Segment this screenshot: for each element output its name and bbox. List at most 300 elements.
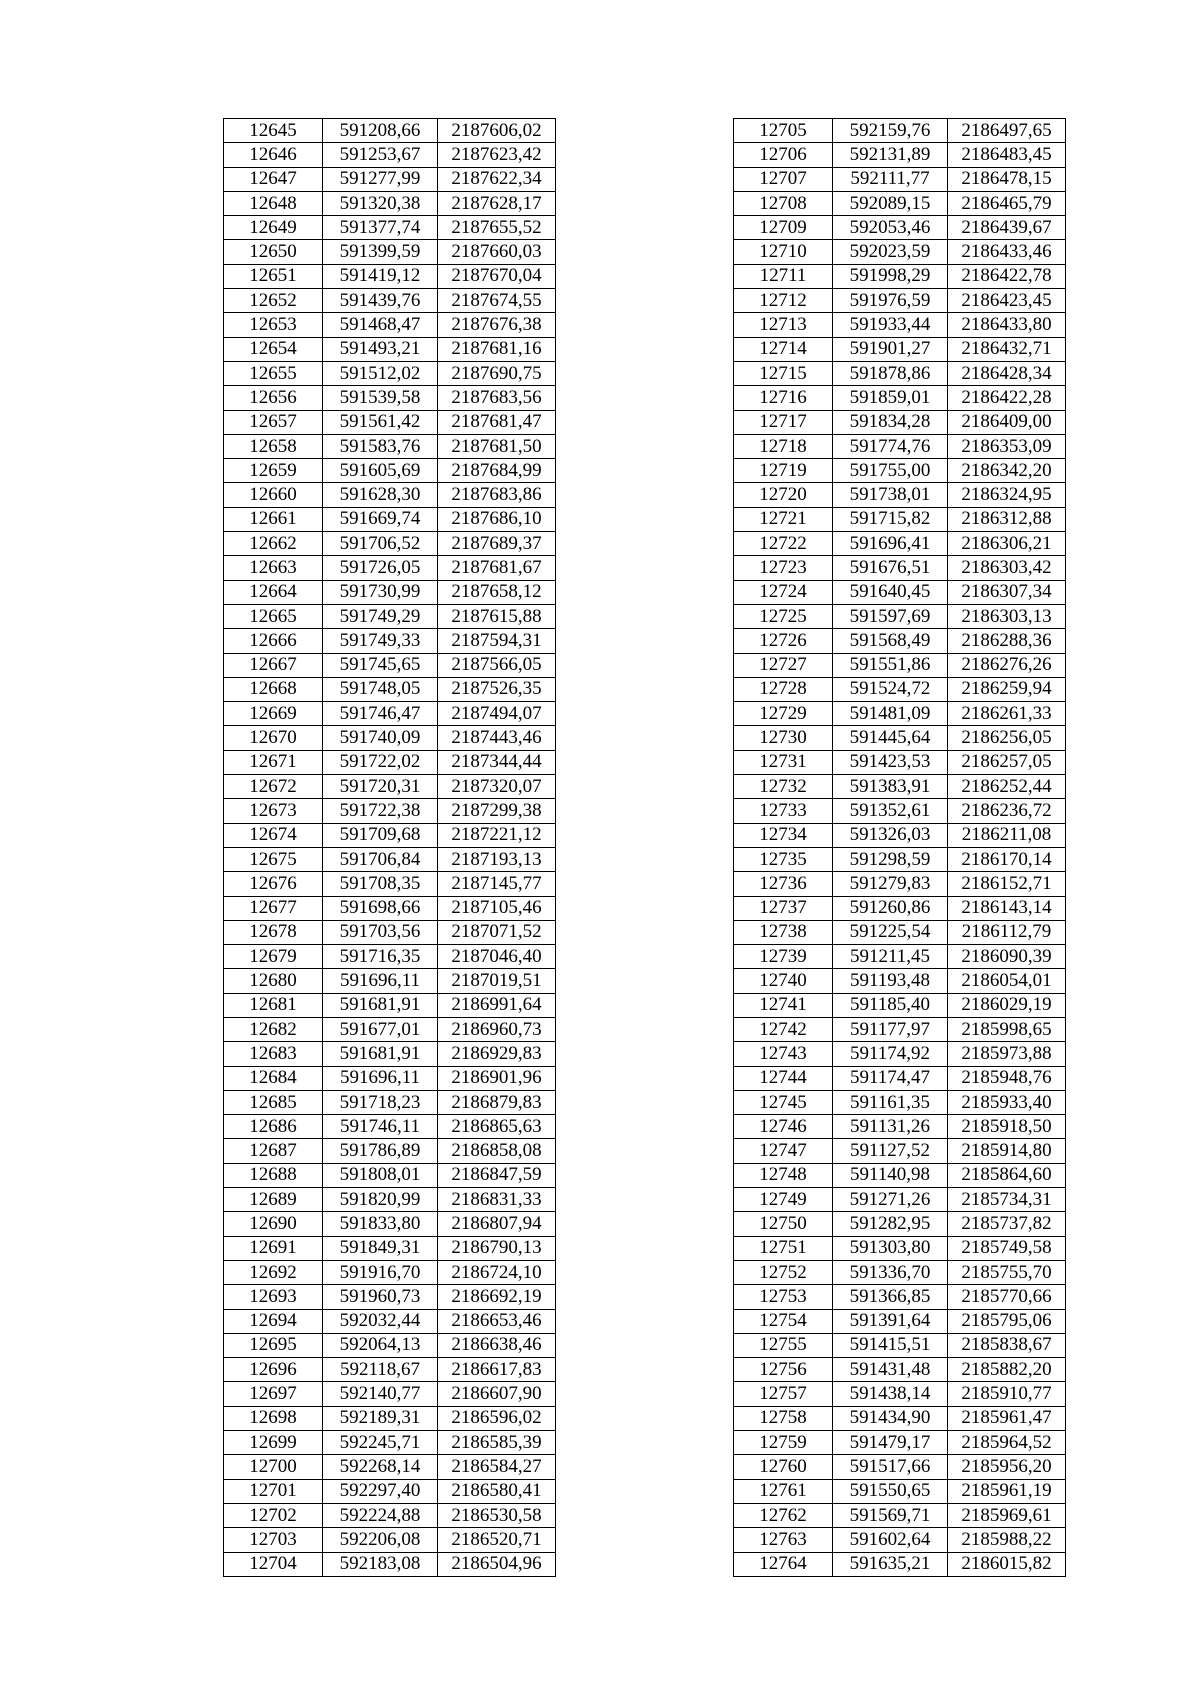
point-number-cell: 12751 — [734, 1236, 833, 1260]
y-coordinate-cell: 2186724,10 — [438, 1260, 556, 1284]
point-number-cell: 12645 — [224, 119, 323, 143]
y-coordinate-cell: 2186312,88 — [948, 507, 1066, 531]
point-number-cell: 12749 — [734, 1188, 833, 1212]
y-coordinate-cell: 2186653,46 — [438, 1309, 556, 1333]
x-coordinate-cell: 591749,33 — [323, 629, 438, 653]
x-coordinate-cell: 591439,76 — [323, 289, 438, 313]
y-coordinate-cell: 2186261,33 — [948, 702, 1066, 726]
y-coordinate-cell: 2186432,71 — [948, 337, 1066, 361]
y-coordinate-cell: 2187071,52 — [438, 920, 556, 944]
x-coordinate-cell: 591709,68 — [323, 823, 438, 847]
point-number-cell: 12762 — [734, 1503, 833, 1527]
table-row — [224, 1431, 556, 1455]
x-coordinate-cell: 591279,83 — [833, 872, 948, 896]
y-coordinate-cell: 2186831,33 — [438, 1188, 556, 1212]
point-number-cell: 12759 — [734, 1431, 833, 1455]
point-number-cell: 12660 — [224, 483, 323, 507]
table-row — [734, 1163, 1066, 1187]
table-row — [734, 1528, 1066, 1552]
y-coordinate-cell: 2187681,67 — [438, 556, 556, 580]
x-coordinate-cell: 591748,05 — [323, 677, 438, 701]
y-coordinate-cell: 2185918,50 — [948, 1115, 1066, 1139]
point-number-cell: 12741 — [734, 993, 833, 1017]
point-number-cell: 12651 — [224, 264, 323, 288]
x-coordinate-cell: 591174,47 — [833, 1066, 948, 1090]
x-coordinate-cell: 591715,82 — [833, 507, 948, 531]
table-row — [224, 313, 556, 337]
x-coordinate-cell: 591722,38 — [323, 799, 438, 823]
table-row — [734, 653, 1066, 677]
x-coordinate-cell: 591561,42 — [323, 410, 438, 434]
x-coordinate-cell: 591708,35 — [323, 872, 438, 896]
table-row — [734, 1090, 1066, 1114]
point-number-cell: 12669 — [224, 702, 323, 726]
coordinates-table-left — [223, 118, 556, 1577]
y-coordinate-cell: 2186143,14 — [948, 896, 1066, 920]
point-number-cell: 12650 — [224, 240, 323, 264]
point-number-cell: 12687 — [224, 1139, 323, 1163]
y-coordinate-cell: 2185882,20 — [948, 1358, 1066, 1382]
y-coordinate-cell: 2186439,67 — [948, 216, 1066, 240]
x-coordinate-cell: 591834,28 — [833, 410, 948, 434]
y-coordinate-cell: 2187660,03 — [438, 240, 556, 264]
x-coordinate-cell: 591383,91 — [833, 775, 948, 799]
x-coordinate-cell: 591193,48 — [833, 969, 948, 993]
table-row — [734, 434, 1066, 458]
point-number-cell: 12648 — [224, 191, 323, 215]
x-coordinate-cell: 591597,69 — [833, 604, 948, 628]
point-number-cell: 12703 — [224, 1528, 323, 1552]
table-row — [224, 969, 556, 993]
x-coordinate-cell: 591749,29 — [323, 604, 438, 628]
x-coordinate-cell: 591706,84 — [323, 847, 438, 871]
x-coordinate-cell: 591481,09 — [833, 702, 948, 726]
table-row — [224, 1212, 556, 1236]
point-number-cell: 12699 — [224, 1431, 323, 1455]
x-coordinate-cell: 591677,01 — [323, 1017, 438, 1041]
x-coordinate-cell: 591569,71 — [833, 1503, 948, 1527]
table-row — [224, 1455, 556, 1479]
table-row — [734, 1309, 1066, 1333]
table-row — [224, 1382, 556, 1406]
table-row — [734, 1017, 1066, 1041]
y-coordinate-cell: 2187299,38 — [438, 799, 556, 823]
y-coordinate-cell: 2187686,10 — [438, 507, 556, 531]
table-row — [734, 556, 1066, 580]
x-coordinate-cell: 591755,00 — [833, 459, 948, 483]
x-coordinate-cell: 591698,66 — [323, 896, 438, 920]
point-number-cell: 12666 — [224, 629, 323, 653]
table-row — [734, 240, 1066, 264]
y-coordinate-cell: 2187615,88 — [438, 604, 556, 628]
y-coordinate-cell: 2187676,38 — [438, 313, 556, 337]
table-row — [734, 1066, 1066, 1090]
table-row — [224, 119, 556, 143]
x-coordinate-cell: 591583,76 — [323, 434, 438, 458]
y-coordinate-cell: 2187623,42 — [438, 143, 556, 167]
table-row — [734, 1115, 1066, 1139]
table-row — [734, 532, 1066, 556]
y-coordinate-cell: 2187689,37 — [438, 532, 556, 556]
x-coordinate-cell: 592064,13 — [323, 1333, 438, 1357]
point-number-cell: 12655 — [224, 361, 323, 385]
coordinates-table-right — [733, 118, 1066, 1577]
point-number-cell: 12757 — [734, 1382, 833, 1406]
x-coordinate-cell: 591696,11 — [323, 969, 438, 993]
point-number-cell: 12653 — [224, 313, 323, 337]
table-row — [224, 240, 556, 264]
table-row — [734, 191, 1066, 215]
y-coordinate-cell: 2186307,34 — [948, 580, 1066, 604]
y-coordinate-cell: 2187670,04 — [438, 264, 556, 288]
table-row — [224, 629, 556, 653]
table-row — [224, 799, 556, 823]
point-number-cell: 12754 — [734, 1309, 833, 1333]
table-row — [734, 993, 1066, 1017]
x-coordinate-cell: 592224,88 — [323, 1503, 438, 1527]
table-row — [224, 993, 556, 1017]
y-coordinate-cell: 2187681,16 — [438, 337, 556, 361]
y-coordinate-cell: 2186638,46 — [438, 1333, 556, 1357]
table-row — [224, 1406, 556, 1430]
y-coordinate-cell: 2185734,31 — [948, 1188, 1066, 1212]
table-row — [734, 677, 1066, 701]
x-coordinate-cell: 591253,67 — [323, 143, 438, 167]
table-row — [224, 750, 556, 774]
point-number-cell: 12714 — [734, 337, 833, 361]
table-row — [224, 459, 556, 483]
x-coordinate-cell: 591833,80 — [323, 1212, 438, 1236]
y-coordinate-cell: 2186236,72 — [948, 799, 1066, 823]
table-row — [224, 434, 556, 458]
point-number-cell: 12722 — [734, 532, 833, 556]
table-row — [734, 386, 1066, 410]
table-row — [224, 1309, 556, 1333]
x-coordinate-cell: 591640,45 — [833, 580, 948, 604]
point-number-cell: 12647 — [224, 167, 323, 191]
x-coordinate-cell: 591669,74 — [323, 507, 438, 531]
y-coordinate-cell: 2187622,34 — [438, 167, 556, 191]
point-number-cell: 12657 — [224, 410, 323, 434]
x-coordinate-cell: 592159,76 — [833, 119, 948, 143]
x-coordinate-cell: 591524,72 — [833, 677, 948, 701]
point-number-cell: 12708 — [734, 191, 833, 215]
x-coordinate-cell: 591161,35 — [833, 1090, 948, 1114]
x-coordinate-cell: 591260,86 — [833, 896, 948, 920]
table-row — [734, 1139, 1066, 1163]
point-number-cell: 12737 — [734, 896, 833, 920]
y-coordinate-cell: 2186607,90 — [438, 1382, 556, 1406]
x-coordinate-cell: 591738,01 — [833, 483, 948, 507]
table-row — [734, 167, 1066, 191]
y-coordinate-cell: 2185961,47 — [948, 1406, 1066, 1430]
point-number-cell: 12695 — [224, 1333, 323, 1357]
x-coordinate-cell: 591391,64 — [833, 1309, 948, 1333]
x-coordinate-cell: 592183,08 — [323, 1552, 438, 1576]
x-coordinate-cell: 591808,01 — [323, 1163, 438, 1187]
point-number-cell: 12716 — [734, 386, 833, 410]
point-number-cell: 12671 — [224, 750, 323, 774]
y-coordinate-cell: 2186303,13 — [948, 604, 1066, 628]
x-coordinate-cell: 591303,80 — [833, 1236, 948, 1260]
table-row — [224, 361, 556, 385]
y-coordinate-cell: 2185770,66 — [948, 1285, 1066, 1309]
y-coordinate-cell: 2186409,00 — [948, 410, 1066, 434]
x-coordinate-cell: 591681,91 — [323, 993, 438, 1017]
table-row — [224, 775, 556, 799]
x-coordinate-cell: 591208,66 — [323, 119, 438, 143]
y-coordinate-cell: 2186422,78 — [948, 264, 1066, 288]
x-coordinate-cell: 591271,26 — [833, 1188, 948, 1212]
point-number-cell: 12649 — [224, 216, 323, 240]
table-row — [734, 702, 1066, 726]
table-row — [224, 216, 556, 240]
table-row — [734, 604, 1066, 628]
point-number-cell: 12727 — [734, 653, 833, 677]
y-coordinate-cell: 2187344,44 — [438, 750, 556, 774]
y-coordinate-cell: 2186288,36 — [948, 629, 1066, 653]
y-coordinate-cell: 2186478,15 — [948, 167, 1066, 191]
x-coordinate-cell: 591377,74 — [323, 216, 438, 240]
point-number-cell: 12694 — [224, 1309, 323, 1333]
y-coordinate-cell: 2185864,60 — [948, 1163, 1066, 1187]
point-number-cell: 12760 — [734, 1455, 833, 1479]
y-coordinate-cell: 2186428,34 — [948, 361, 1066, 385]
y-coordinate-cell: 2186433,80 — [948, 313, 1066, 337]
y-coordinate-cell: 2186342,20 — [948, 459, 1066, 483]
y-coordinate-cell: 2187566,05 — [438, 653, 556, 677]
y-coordinate-cell: 2186465,79 — [948, 191, 1066, 215]
point-number-cell: 12720 — [734, 483, 833, 507]
y-coordinate-cell: 2186276,26 — [948, 653, 1066, 677]
point-number-cell: 12729 — [734, 702, 833, 726]
x-coordinate-cell: 591745,65 — [323, 653, 438, 677]
point-number-cell: 12734 — [734, 823, 833, 847]
table-row — [734, 1188, 1066, 1212]
y-coordinate-cell: 2186090,39 — [948, 945, 1066, 969]
y-coordinate-cell: 2186112,79 — [948, 920, 1066, 944]
x-coordinate-cell: 592032,44 — [323, 1309, 438, 1333]
table-row — [734, 1236, 1066, 1260]
table-row — [224, 945, 556, 969]
y-coordinate-cell: 2185749,58 — [948, 1236, 1066, 1260]
y-coordinate-cell: 2186530,58 — [438, 1503, 556, 1527]
table-row — [224, 847, 556, 871]
table-row — [734, 872, 1066, 896]
point-number-cell: 12698 — [224, 1406, 323, 1430]
x-coordinate-cell: 592089,15 — [833, 191, 948, 215]
point-number-cell: 12677 — [224, 896, 323, 920]
table-row — [224, 580, 556, 604]
point-number-cell: 12667 — [224, 653, 323, 677]
table-row — [224, 1552, 556, 1576]
table-row — [734, 1260, 1066, 1284]
point-number-cell: 12742 — [734, 1017, 833, 1041]
y-coordinate-cell: 2186865,63 — [438, 1115, 556, 1139]
point-number-cell: 12685 — [224, 1090, 323, 1114]
table-row — [224, 410, 556, 434]
y-coordinate-cell: 2185988,22 — [948, 1528, 1066, 1552]
x-coordinate-cell: 591960,73 — [323, 1285, 438, 1309]
table-row — [224, 1042, 556, 1066]
point-number-cell: 12718 — [734, 434, 833, 458]
table-row — [224, 1066, 556, 1090]
table-row — [734, 119, 1066, 143]
point-number-cell: 12701 — [224, 1479, 323, 1503]
table-row — [734, 361, 1066, 385]
table-row — [224, 556, 556, 580]
point-number-cell: 12711 — [734, 264, 833, 288]
table-row — [224, 604, 556, 628]
table-row — [734, 1042, 1066, 1066]
point-number-cell: 12678 — [224, 920, 323, 944]
x-coordinate-cell: 591746,11 — [323, 1115, 438, 1139]
table-row — [734, 289, 1066, 313]
point-number-cell: 12713 — [734, 313, 833, 337]
table-row — [734, 847, 1066, 871]
y-coordinate-cell: 2186423,45 — [948, 289, 1066, 313]
point-number-cell: 12707 — [734, 167, 833, 191]
table-row — [224, 1528, 556, 1552]
table-row — [734, 1503, 1066, 1527]
table-row — [224, 264, 556, 288]
table-row — [224, 823, 556, 847]
point-number-cell: 12731 — [734, 750, 833, 774]
y-coordinate-cell: 2185964,52 — [948, 1431, 1066, 1455]
y-coordinate-cell: 2185910,77 — [948, 1382, 1066, 1406]
point-number-cell: 12744 — [734, 1066, 833, 1090]
x-coordinate-cell: 592023,59 — [833, 240, 948, 264]
x-coordinate-cell: 591786,89 — [323, 1139, 438, 1163]
point-number-cell: 12654 — [224, 337, 323, 361]
table-row — [224, 143, 556, 167]
point-number-cell: 12688 — [224, 1163, 323, 1187]
x-coordinate-cell: 591366,85 — [833, 1285, 948, 1309]
x-coordinate-cell: 591298,59 — [833, 847, 948, 871]
point-number-cell: 12706 — [734, 143, 833, 167]
y-coordinate-cell: 2186029,19 — [948, 993, 1066, 1017]
point-number-cell: 12728 — [734, 677, 833, 701]
y-coordinate-cell: 2186497,65 — [948, 119, 1066, 143]
y-coordinate-cell: 2186807,94 — [438, 1212, 556, 1236]
y-coordinate-cell: 2186692,19 — [438, 1285, 556, 1309]
x-coordinate-cell: 592245,71 — [323, 1431, 438, 1455]
x-coordinate-cell: 591539,58 — [323, 386, 438, 410]
y-coordinate-cell: 2185948,76 — [948, 1066, 1066, 1090]
x-coordinate-cell: 592297,40 — [323, 1479, 438, 1503]
point-number-cell: 12723 — [734, 556, 833, 580]
table-row — [734, 337, 1066, 361]
y-coordinate-cell: 2186433,46 — [948, 240, 1066, 264]
x-coordinate-cell: 592189,31 — [323, 1406, 438, 1430]
x-coordinate-cell: 592053,46 — [833, 216, 948, 240]
x-coordinate-cell: 591730,99 — [323, 580, 438, 604]
y-coordinate-cell: 2186259,94 — [948, 677, 1066, 701]
point-number-cell: 12646 — [224, 143, 323, 167]
x-coordinate-cell: 592140,77 — [323, 1382, 438, 1406]
x-coordinate-cell: 591878,86 — [833, 361, 948, 385]
table-row — [734, 1358, 1066, 1382]
table-row — [734, 1333, 1066, 1357]
x-coordinate-cell: 591438,14 — [833, 1382, 948, 1406]
x-coordinate-cell: 591277,99 — [323, 167, 438, 191]
point-number-cell: 12726 — [734, 629, 833, 653]
table-row — [224, 653, 556, 677]
point-number-cell: 12680 — [224, 969, 323, 993]
table-row — [734, 507, 1066, 531]
table-row — [734, 459, 1066, 483]
table-row — [734, 1285, 1066, 1309]
x-coordinate-cell: 591336,70 — [833, 1260, 948, 1284]
x-coordinate-cell: 591859,01 — [833, 386, 948, 410]
table-row — [734, 1455, 1066, 1479]
x-coordinate-cell: 591550,65 — [833, 1479, 948, 1503]
point-number-cell: 12748 — [734, 1163, 833, 1187]
y-coordinate-cell: 2187046,40 — [438, 945, 556, 969]
x-coordinate-cell: 591320,38 — [323, 191, 438, 215]
x-coordinate-cell: 591722,02 — [323, 750, 438, 774]
table-row — [224, 1358, 556, 1382]
point-number-cell: 12724 — [734, 580, 833, 604]
x-coordinate-cell: 591901,27 — [833, 337, 948, 361]
x-coordinate-cell: 591746,47 — [323, 702, 438, 726]
point-number-cell: 12764 — [734, 1552, 833, 1576]
point-number-cell: 12709 — [734, 216, 833, 240]
table-row — [734, 1479, 1066, 1503]
table-row — [224, 1163, 556, 1187]
x-coordinate-cell: 591512,02 — [323, 361, 438, 385]
y-coordinate-cell: 2186901,96 — [438, 1066, 556, 1090]
y-coordinate-cell: 2186054,01 — [948, 969, 1066, 993]
x-coordinate-cell: 591628,30 — [323, 483, 438, 507]
x-coordinate-cell: 591933,44 — [833, 313, 948, 337]
x-coordinate-cell: 592268,14 — [323, 1455, 438, 1479]
x-coordinate-cell: 591820,99 — [323, 1188, 438, 1212]
x-coordinate-cell: 591174,92 — [833, 1042, 948, 1066]
table-row — [224, 726, 556, 750]
table-row — [224, 1503, 556, 1527]
point-number-cell: 12676 — [224, 872, 323, 896]
x-coordinate-cell: 591696,41 — [833, 532, 948, 556]
x-coordinate-cell: 591568,49 — [833, 629, 948, 653]
x-coordinate-cell: 591517,66 — [833, 1455, 948, 1479]
point-number-cell: 12721 — [734, 507, 833, 531]
table-row — [224, 1236, 556, 1260]
table-row — [224, 507, 556, 531]
y-coordinate-cell: 2187494,07 — [438, 702, 556, 726]
x-coordinate-cell: 591185,40 — [833, 993, 948, 1017]
x-coordinate-cell: 591716,35 — [323, 945, 438, 969]
table-row — [734, 799, 1066, 823]
x-coordinate-cell: 591726,05 — [323, 556, 438, 580]
y-coordinate-cell: 2186252,44 — [948, 775, 1066, 799]
point-number-cell: 12679 — [224, 945, 323, 969]
table-row — [734, 896, 1066, 920]
table-row — [734, 1431, 1066, 1455]
table-row — [224, 386, 556, 410]
y-coordinate-cell: 2186324,95 — [948, 483, 1066, 507]
y-coordinate-cell: 2185956,20 — [948, 1455, 1066, 1479]
y-coordinate-cell: 2187193,13 — [438, 847, 556, 871]
y-coordinate-cell: 2187681,47 — [438, 410, 556, 434]
y-coordinate-cell: 2186170,14 — [948, 847, 1066, 871]
point-number-cell: 12652 — [224, 289, 323, 313]
y-coordinate-cell: 2186991,64 — [438, 993, 556, 1017]
table-row — [734, 410, 1066, 434]
point-number-cell: 12725 — [734, 604, 833, 628]
x-coordinate-cell: 591976,59 — [833, 289, 948, 313]
y-coordinate-cell: 2186596,02 — [438, 1406, 556, 1430]
